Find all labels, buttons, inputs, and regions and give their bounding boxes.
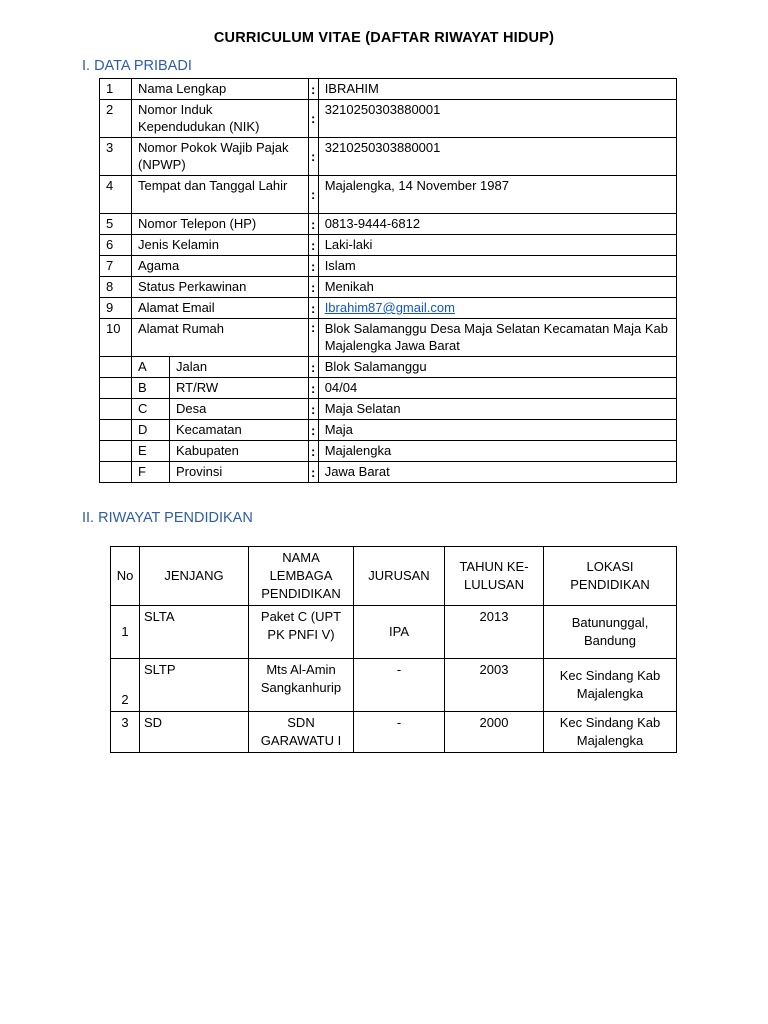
column-header: JURUSAN [354,547,445,606]
address-value: Maja [318,420,676,441]
cell-no: 1 [111,606,140,659]
field-value-ttl: Majalengka, 14 November 1987 [318,176,676,214]
row-number: 10 [100,319,132,357]
table-row [100,420,677,441]
empty-cell [100,462,132,483]
column-header: No [111,547,140,606]
cell-lokasi: Kec Sindang Kab Majalengka [544,659,677,712]
colon-separator: : [308,399,318,420]
row-number: 1 [100,79,132,100]
colon-separator: : [308,277,318,298]
table-row [100,100,677,138]
column-header: JENJANG [140,547,249,606]
cell-tahun: 2000 [445,712,544,753]
address-label: Jalan [170,357,309,378]
table-row [100,441,677,462]
address-code: A [132,357,170,378]
field-value-gender: Laki-laki [318,235,676,256]
colon-separator: : [308,176,318,214]
cell-jurusan: - [354,712,445,753]
cell-lokasi: Batununggal, Bandung [544,606,677,659]
cell-lembaga: SDN GARAWATU I [249,712,354,753]
cell-jenjang: SLTA [140,606,249,659]
table-row [100,378,677,399]
email-cell [318,298,676,319]
empty-cell [100,378,132,399]
address-label: Provinsi [170,462,309,483]
document-title: CURRICULUM VITAE (DAFTAR RIWAYAT HIDUP) [213,30,555,46]
personal-data-table [99,78,677,483]
field-value-phone: 0813-9444-6812 [318,214,676,235]
field-label: Tempat dan Tanggal Lahir [132,176,309,214]
row-number: 7 [100,256,132,277]
row-number: 6 [100,235,132,256]
field-value-address: Blok Salamanggu Desa Maja Selatan Kecamatan Maja Kab Majalengka Jawa Barat [318,319,676,357]
table-row [100,79,677,100]
email-link[interactable]: Ibrahim87@gmail.com [324,300,455,315]
address-label: Kabupaten [170,441,309,462]
colon-separator: : [308,100,318,138]
table-row [100,357,677,378]
table-row [100,235,677,256]
table-row [111,659,677,712]
cell-jenjang: SD [140,712,249,753]
address-code: F [132,462,170,483]
field-label: Nomor Induk Kependudukan (NIK) [132,100,309,138]
colon-separator: : [308,378,318,399]
table-row [100,319,677,357]
field-label: Alamat Rumah [132,319,309,357]
cell-lokasi: Kec Sindang Kab Majalengka [544,712,677,753]
colon-separator: : [308,235,318,256]
colon-separator: : [308,256,318,277]
address-code: C [132,399,170,420]
colon-separator: : [308,441,318,462]
cell-no: 3 [111,712,140,753]
cell-tahun: 2013 [445,606,544,659]
table-row [111,606,677,659]
field-label: Jenis Kelamin [132,235,309,256]
colon-separator: : [308,214,318,235]
table-header-row [111,547,677,606]
address-value: Blok Salamanggu [318,357,676,378]
empty-cell [100,420,132,441]
cell-jurusan: IPA [354,606,445,659]
field-label: Alamat Email [132,298,309,319]
table-row [100,214,677,235]
address-code: D [132,420,170,441]
address-label: Kecamatan [170,420,309,441]
empty-cell [100,441,132,462]
education-table [110,546,677,753]
column-header: NAMA LEMBAGA PENDIDIKAN [249,547,354,606]
cell-no: 2 [111,659,140,712]
address-label: Desa [170,399,309,420]
colon-separator: : [308,298,318,319]
cell-jenjang: SLTP [140,659,249,712]
section-heading-data-pribadi: I. DATA PRIBADI [82,58,192,74]
address-value: Jawa Barat [318,462,676,483]
field-label: Agama [132,256,309,277]
field-value-npwp: 3210250303880001 [318,138,676,176]
field-label: Nama Lengkap [132,79,309,100]
row-number: 5 [100,214,132,235]
section-heading-riwayat-pendidikan: II. RIWAYAT PENDIDIKAN [82,510,253,526]
address-code: E [132,441,170,462]
address-value: Majalengka [318,441,676,462]
row-number: 8 [100,277,132,298]
colon-separator: : [308,462,318,483]
table-row [100,138,677,176]
empty-cell [100,399,132,420]
table-row [111,712,677,753]
field-value-nama: IBRAHIM [318,79,676,100]
empty-cell [100,357,132,378]
column-header: TAHUN KE-LULUSAN [445,547,544,606]
address-value: 04/04 [318,378,676,399]
cell-lembaga: Paket C (UPT PK PNFI V) [249,606,354,659]
colon-separator: : [308,138,318,176]
field-value-nik: 3210250303880001 [318,100,676,138]
field-label: Nomor Pokok Wajib Pajak (NPWP) [132,138,309,176]
table-row [100,277,677,298]
colon-separator: : [308,357,318,378]
table-row [100,298,677,319]
table-row [100,176,677,214]
field-label: Nomor Telepon (HP) [132,214,309,235]
row-number: 4 [100,176,132,214]
cell-lembaga: Mts Al-Amin Sangkanhurip [249,659,354,712]
cell-jurusan: - [354,659,445,712]
row-number: 2 [100,100,132,138]
field-value-religion: Islam [318,256,676,277]
address-code: B [132,378,170,399]
cell-tahun: 2003 [445,659,544,712]
table-row [100,462,677,483]
field-value-marital: Menikah [318,277,676,298]
field-label: Status Perkawinan [132,277,309,298]
colon-separator: : [308,319,318,357]
table-row [100,256,677,277]
address-value: Maja Selatan [318,399,676,420]
address-label: RT/RW [170,378,309,399]
colon-separator: : [308,420,318,441]
table-row [100,399,677,420]
column-header: LOKASI PENDIDIKAN [544,547,677,606]
row-number: 9 [100,298,132,319]
row-number: 3 [100,138,132,176]
colon-separator: : [308,79,318,100]
